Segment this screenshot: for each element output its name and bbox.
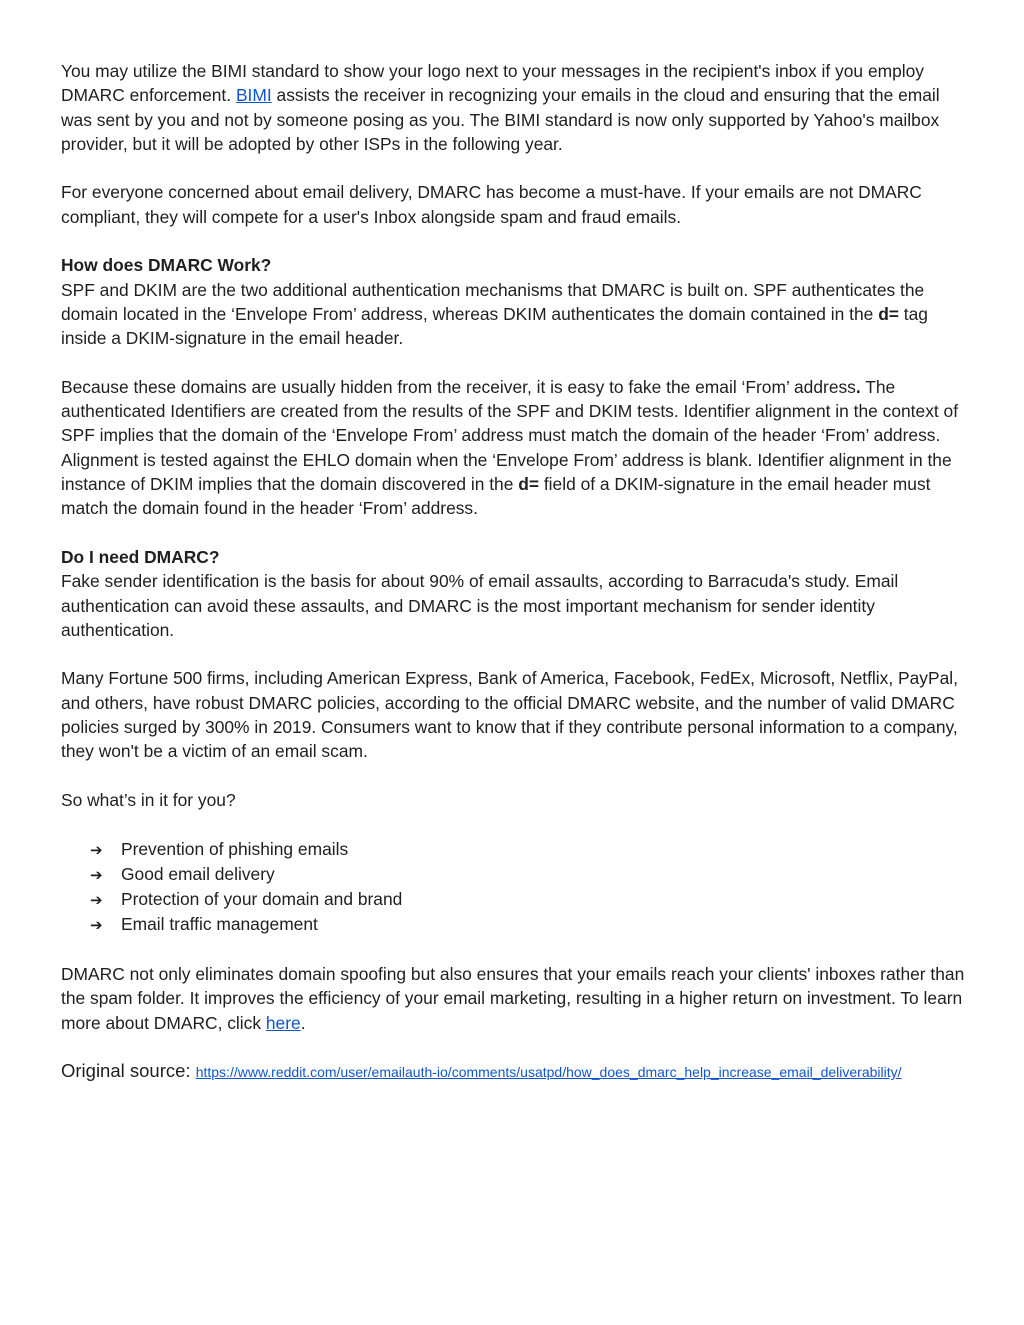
original-source-link[interactable]: https://www.reddit.com/user/emailauth-io/comments/usatpd/how_does_dmarc_help_increase_email_deliverability/ xyxy=(195,1064,902,1081)
benefits-list xyxy=(61,837,966,938)
whats-in-it-question: So what’s in it for you? xyxy=(61,789,236,810)
from-address-bold-period: . xyxy=(855,376,861,397)
arrow-right-icon: ➔ xyxy=(90,891,103,910)
closing-paragraph xyxy=(61,962,966,1035)
bimi-link[interactable]: BIMI xyxy=(235,85,272,106)
bimi-paragraph xyxy=(61,59,966,156)
how-p1-text-start: SPF and DKIM are the two additional authentication mechanisms that DMARC is built on. SPF authenticates the domain located in the ‘Envelope From’ address, whereas DKIM authenticates the domain contained in the xyxy=(61,279,925,324)
list-item xyxy=(90,887,966,912)
how-dmarc-works-paragraph-2 xyxy=(61,375,966,521)
how-dmarc-works-heading: How does DMARC Work? xyxy=(61,255,272,276)
list-item-label: Prevention of phishing emails xyxy=(121,838,349,859)
arrow-right-icon: ➔ xyxy=(90,916,103,935)
need-dmarc-paragraph-2: Many Fortune 500 firms, including American Express, Bank of America, Facebook, FedEx, Microsoft, Netflix, PayPal, and others, have robust DMARC policies, according to the official DMARC website, and the number of valid DMARC policies surged by 300% in 2019. Consumers want to know that if they contribute personal information to a company, they won't be a victim of an email scam. xyxy=(61,668,958,762)
closing-paragraph-period: . xyxy=(300,1012,306,1033)
list-item xyxy=(90,912,966,937)
list-item-label: Email traffic management xyxy=(121,914,318,935)
need-dmarc-paragraph-1: Fake sender identification is the basis for about 90% of email assaults, according to Barracuda's study. Email authentication can avoid these assaults, and DMARC is the most important mechanism for sender identity authentication. xyxy=(61,571,899,640)
bimi-paragraph-text-start: You may utilize the BIMI standard to show your logo next to your messages in the recipient's inbox if you employ DMARC enforcement. xyxy=(61,61,925,106)
how-p2-text-part-2: The authenticated Identifiers are created from the results of the SPF and DKIM tests. Identifier alignment in the context of SPF implies that the domain of the ‘Envelope From’ address must match the domain of the header ‘From’ address. Alignment is tested against the EHLO domain when the ‘Envelope From’ address is blank. Identifier alignment in the instance of DKIM implies that the domain discovered in the xyxy=(61,376,959,495)
must-have-paragraph: For everyone concerned about email delivery, DMARC has become a must-have. If your emails are not DMARC compliant, they will compete for a user's Inbox alongside spam and fraud emails. xyxy=(61,182,922,227)
how-p2-text-part-3: field of a DKIM-signature in the email header must match the domain found in the header ‘From’ address. xyxy=(61,474,931,519)
list-item-label: Protection of your domain and brand xyxy=(121,889,403,910)
arrow-right-icon: ➔ xyxy=(90,840,103,859)
arrow-right-icon: ➔ xyxy=(90,865,103,884)
list-item xyxy=(90,862,966,887)
list-item xyxy=(90,837,966,862)
learn-more-here-link[interactable]: here xyxy=(265,1012,301,1033)
do-i-need-dmarc-heading: Do I need DMARC? xyxy=(61,546,220,567)
original-source-label: Original source: xyxy=(61,1060,196,1082)
document-page xyxy=(61,59,966,1109)
list-item-label: Good email delivery xyxy=(121,863,275,884)
closing-paragraph-text: DMARC not only eliminates domain spoofing but also ensures that your emails reach your clients' inboxes rather than the spam folder. It improves the efficiency of your email marketing, resulting in a higher return on investment. To learn more about DMARC, click xyxy=(61,963,965,1033)
how-dmarc-works-paragraph-1 xyxy=(61,278,966,351)
original-source-line xyxy=(61,1059,966,1084)
how-p1-text-end: tag inside a DKIM-signature in the email header. xyxy=(61,303,928,349)
bimi-paragraph-text-end: assists the receiver in recognizing your emails in the cloud and ensuring that the email was sent by you and not by someone posing as you. The BIMI standard is now only supported by Yahoo's mailbox provider, but it will be adopted by other ISPs in the following year. xyxy=(61,85,940,154)
d-tag-bold: d= xyxy=(878,303,899,324)
how-p2-text-part-1: Because these domains are usually hidden from the receiver, it is easy to fake the email ‘From’ address xyxy=(61,376,856,397)
d-field-bold: d= xyxy=(518,474,539,495)
